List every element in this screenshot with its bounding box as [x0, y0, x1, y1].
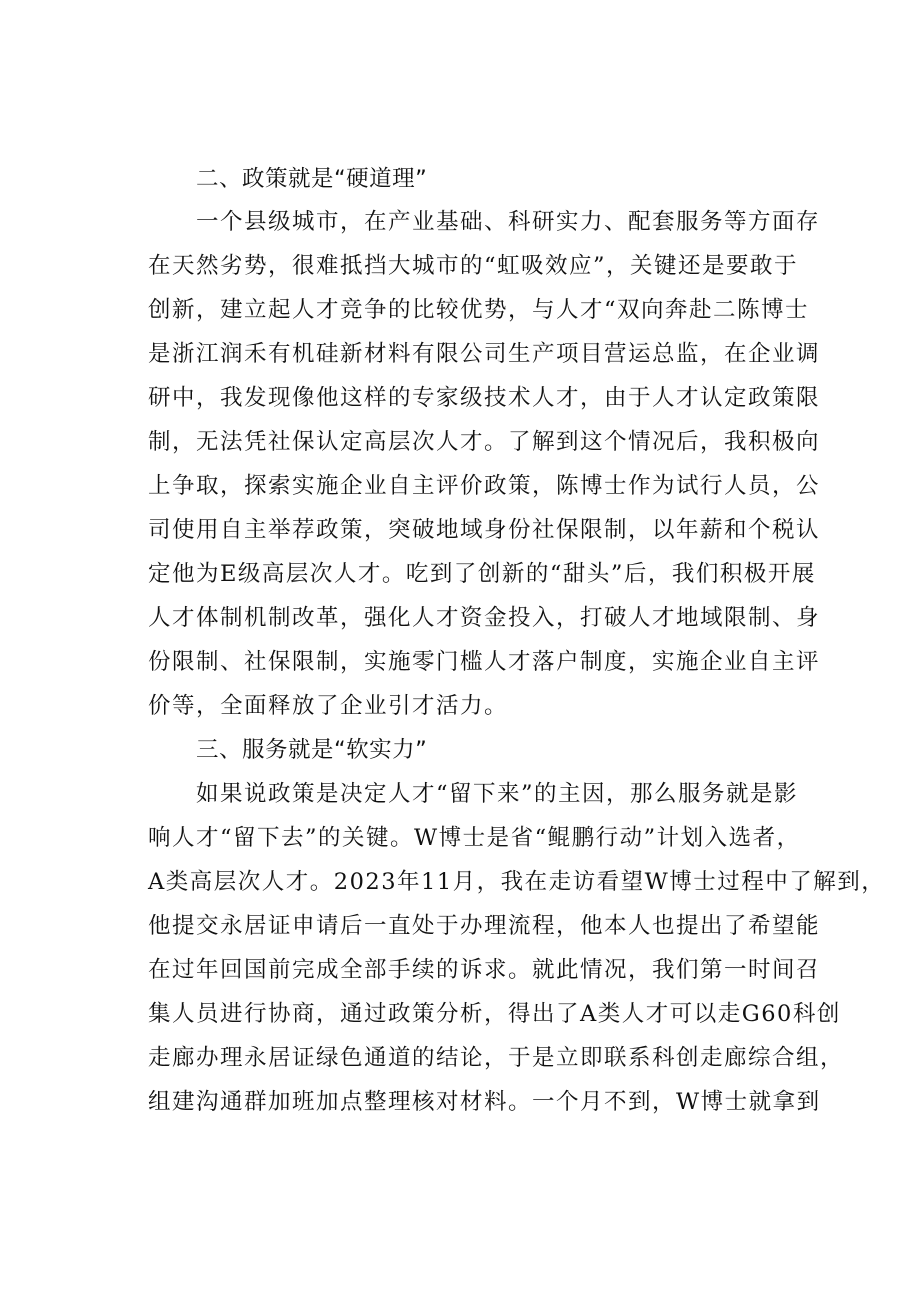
paragraph-line: 份限制、社保限制，实施零门槛人才落户制度，实施企业自主评: [148, 649, 821, 675]
paragraph-line: 他提交永居证申请后一直处于办理流程，他本人也提出了希望能: [148, 913, 821, 939]
paragraph-line: 上争取，探索实施企业自主评价政策，陈博士作为试行人员，公: [148, 473, 821, 499]
paragraph-line: 响人才“留下去”的关键。W博士是省“鲲鹏行动”计划入选者，: [148, 825, 801, 851]
paragraph-line: 是浙江润禾有机硅新材料有限公司生产项目营运总监，在企业调: [148, 341, 821, 367]
paragraph-line: 在过年回国前完成全部手续的诉求。就此情况，我们第一时间召: [148, 957, 821, 983]
paragraph-line: A类高层次人才。2023年11月，我在走访看望W博士过程中了解到，: [148, 869, 886, 895]
paragraph-line: 价等，全面释放了企业引才活力。: [148, 693, 509, 719]
paragraph-line: 集人员进行协商，通过政策分析，得出了A类人才可以走G60科创: [148, 1001, 841, 1027]
paragraph-line: 在天然劣势，很难抵挡大城市的“虹吸效应”，关键还是要敢于: [148, 253, 799, 279]
paragraph-line: 组建沟通群加班加点整理核对材料。一个月不到，W博士就拿到: [148, 1089, 821, 1115]
paragraph-line: 如果说政策是决定人才“留下来”的主因，那么服务就是影: [196, 781, 799, 807]
paragraph-line: 人才体制机制改革，强化人才资金投入，打破人才地域限制、身: [148, 605, 821, 631]
section-heading-policy: 二、政策就是“硬道理”: [196, 166, 428, 192]
paragraph-line: 一个县级城市，在产业基础、科研实力、配套服务等方面存: [196, 209, 821, 235]
paragraph-line: 制，无法凭社保认定高层次人才。了解到这个情况后，我积极向: [148, 429, 821, 455]
paragraph-line: 司使用自主举荐政策，突破地域身份社保限制，以年薪和个税认: [148, 517, 821, 543]
paragraph-line: 研中，我发现像他这样的专家级技术人才，由于人才认定政策限: [148, 385, 821, 411]
paragraph-line: 走廊办理永居证绿色通道的结论，于是立即联系科创走廊综合组，: [148, 1045, 845, 1071]
paragraph-line: 定他为E级高层次人才。吃到了创新的“甜头”后，我们积极开展: [148, 561, 816, 587]
section-heading-service: 三、服务就是“软实力”: [196, 737, 428, 763]
paragraph-line: 创新，建立起人才竞争的比较优势，与人才“双向奔赴二陈博士: [148, 297, 810, 323]
